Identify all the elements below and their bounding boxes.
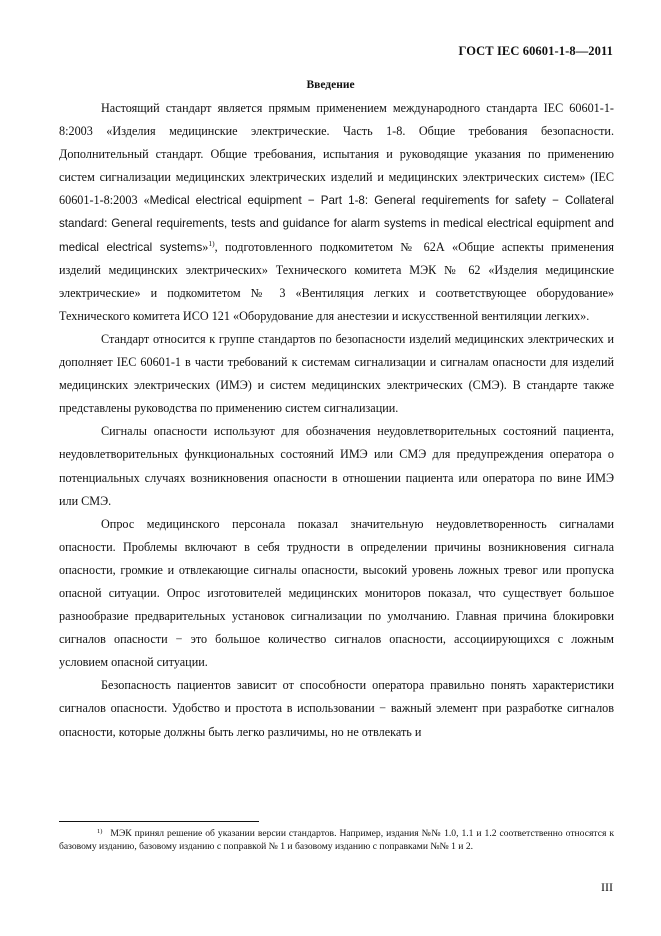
body-text xyxy=(59,97,614,744)
paragraph-1 xyxy=(59,97,614,328)
paragraph-1-text-d: , подготовленного подкомитетом № 62А «Общие аспекты применения изделий медицинских электрических» Технического комитета МЭК № 62 «Изделия медицинские электрические» и подкомитетом № 3 «Вентиляция легких и соответствующее оборудование» Технического комитета ИСО 121 «Оборудование для анестезии и искусственной вентиляции легких». xyxy=(59,239,614,323)
paragraph-1-text-c: » xyxy=(202,239,209,254)
section-title: Введение xyxy=(306,79,355,91)
paragraph-3: Сигналы опасности используют для обозначения неудовлетворительных состояний пациента, неудовлетворительных функциональных состояний ИМЭ или СМЭ для предупреждения оператора о потенциальных случаях возникновения опасности в отношении пациента или оператора по вине ИМЭ или СМЭ. xyxy=(59,424,614,508)
paragraph-5: Безопасность пациентов зависит от способности оператора правильно понять характеристики сигналов опасности. Удобство и простота в использовании − важный элемент при разработке сигналов опасности, которые должны быть легко различимы, но не отвлекать и xyxy=(59,678,614,739)
footnote-divider xyxy=(59,821,259,822)
page-number: III xyxy=(601,880,613,894)
footnote-mark: 1) xyxy=(97,828,103,835)
footnote-text: МЭК принял решение об указании версии стандартов. Например, издания №№ 1.0, 1.1 и 1.2 соответственно относятся к базовому изданию, базовому изданию с поправкой № 1 и базовому изданию с поправками №№ 1 и 2. xyxy=(59,828,614,852)
footnote-reference: 1) xyxy=(208,238,215,248)
paragraph-4: Опрос медицинского персонала показал значительную неудовлетворенность сигналами опасности. Проблемы включают в себя трудности в определении причины возникновения сигнала опасности, громкие и отвлекающие сигналы опасности, высокий уровень ложных тревог или пропуска опасной ситуации. Опрос изготовителей медицинских мониторов показал, что существует большое разнообразие предварительных установок сигнализации по умолчанию. Главная причина блокировки сигналов опасности − это большое количество сигналов опасности, ассоциирующихся с ложным условием опасной ситуации. xyxy=(59,516,614,670)
paragraph-1-english-title: Medical electrical equipment − Part 1-8: General requirements for safety − Collateral standard: General requirements, tests and guidance for alarm systems in medical electrical equipment and medical electrical systems xyxy=(59,194,614,254)
paragraph-1-text-a: Настоящий стандарт является прямым применением международного стандарта IEC 60601-1-8:2003 «Изделия медицинские электрические. Часть 1-8. Общие требования безопасности. Дополнительный стандарт. Общие требования, испытания и руководящие указания по применению систем сигнализации медицинских электрических изделий и медицинских электрических систем» (IEC 60601-1-8:2003 « xyxy=(59,101,614,208)
standard-code-header: ГОСТ IEC 60601-1-8—2011 xyxy=(458,44,613,58)
footnote xyxy=(59,827,614,853)
paragraph-2: Стандарт относится к группе стандартов по безопасности изделий медицинских электрических и дополняет IEC 60601-1 в части требований к системам сигнализации и сигналам опасности для изделий медицинских электрических (ИМЭ) и систем медицинских электрических (СМЭ). В стандарте также представлены руководства по применению систем сигнализации. xyxy=(59,331,614,416)
